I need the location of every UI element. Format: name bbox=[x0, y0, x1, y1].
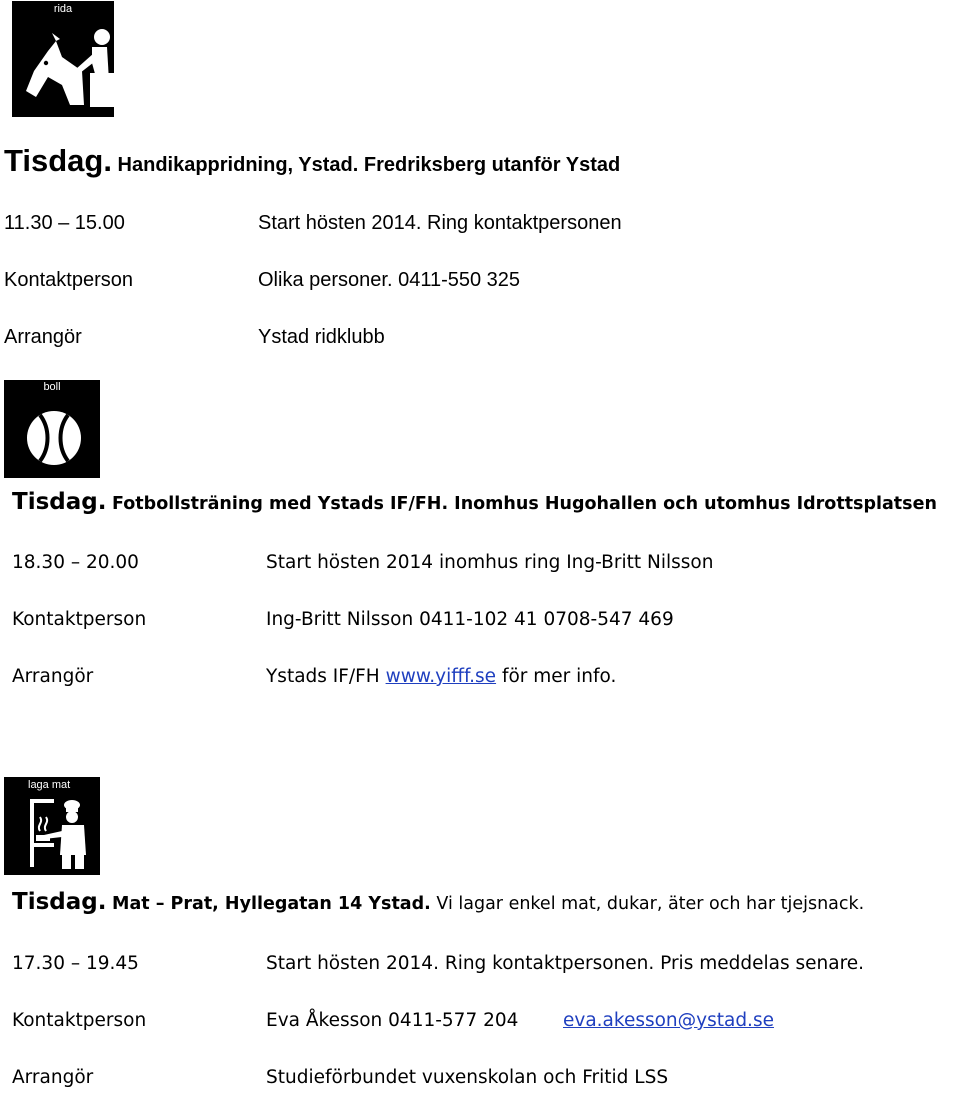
section3-time-label: 17.30 – 19.45 bbox=[12, 953, 139, 974]
activity-title: Handikappridning, Ystad. Fredriksberg utanför Ystad bbox=[117, 154, 621, 176]
section1-time-value: Start hösten 2014. Ring kontaktpersonen bbox=[258, 212, 622, 234]
activity-title: Mat – Prat, Hyllegatan 14 Ystad. bbox=[112, 894, 431, 914]
section1-arranger-value: Ystad ridklubb bbox=[258, 326, 385, 348]
day-label: Tisdag. bbox=[4, 143, 112, 178]
section2-contact-value: Ing-Britt Nilsson 0411-102 41 0708-547 469 bbox=[266, 609, 674, 630]
pictogram-label: laga mat bbox=[28, 779, 71, 791]
section2-contact-label: Kontaktperson bbox=[12, 609, 147, 630]
section3-contact-label: Kontaktperson bbox=[12, 1010, 147, 1031]
section1-heading bbox=[4, 143, 620, 179]
section3-time-value: Start hösten 2014. Ring kontaktpersonen. Pris meddelas senare. bbox=[266, 953, 865, 974]
section2-heading bbox=[12, 489, 937, 515]
arranger-suffix: för mer info. bbox=[501, 666, 617, 687]
horse-riding-icon bbox=[12, 1, 114, 117]
section3-contact-value: Eva Åkesson 0411-577 204 bbox=[266, 1010, 519, 1031]
section2-arranger-value bbox=[266, 666, 616, 687]
pictogram-label: rida bbox=[53, 3, 73, 15]
activity-title: Fotbollsträning med Ystads IF/FH. Inomhus Hugohallen och utomhus Idrottsplatsen bbox=[112, 494, 937, 514]
section3-arranger-value: Studieförbundet vuxenskolan och Fritid LSS bbox=[266, 1067, 669, 1088]
pictogram-label: boll bbox=[43, 381, 61, 393]
section1-contact-label: Kontaktperson bbox=[4, 269, 133, 291]
section2-time-label: 18.30 – 20.00 bbox=[12, 552, 139, 573]
day-label: Tisdag. bbox=[12, 489, 107, 515]
ball-icon bbox=[4, 380, 100, 478]
section2-arranger-label: Arrangör bbox=[12, 666, 94, 687]
day-label: Tisdag. bbox=[12, 889, 107, 915]
section3-arranger-label: Arrangör bbox=[12, 1067, 94, 1088]
email-link[interactable]: eva.akesson@ystad.se bbox=[563, 1010, 774, 1031]
section1-contact-value: Olika personer. 0411-550 325 bbox=[258, 269, 521, 291]
pictogram-boll bbox=[4, 380, 100, 478]
section1-arranger-label: Arrangör bbox=[4, 326, 82, 348]
pictogram-laga-mat bbox=[4, 777, 100, 875]
section3-heading bbox=[12, 889, 864, 915]
section2-time-value: Start hösten 2014 inomhus ring Ing-Britt Nilsson bbox=[266, 552, 714, 573]
cooking-icon bbox=[4, 777, 100, 875]
arranger-name: Ystads IF/FH bbox=[266, 666, 380, 687]
activity-description: Vi lagar enkel mat, dukar, äter och har tjejsnack. bbox=[436, 894, 865, 914]
website-link[interactable]: www.yifff.se bbox=[385, 666, 497, 687]
pictogram-rida bbox=[12, 1, 114, 117]
section1-time-label: 11.30 – 15.00 bbox=[4, 212, 125, 234]
